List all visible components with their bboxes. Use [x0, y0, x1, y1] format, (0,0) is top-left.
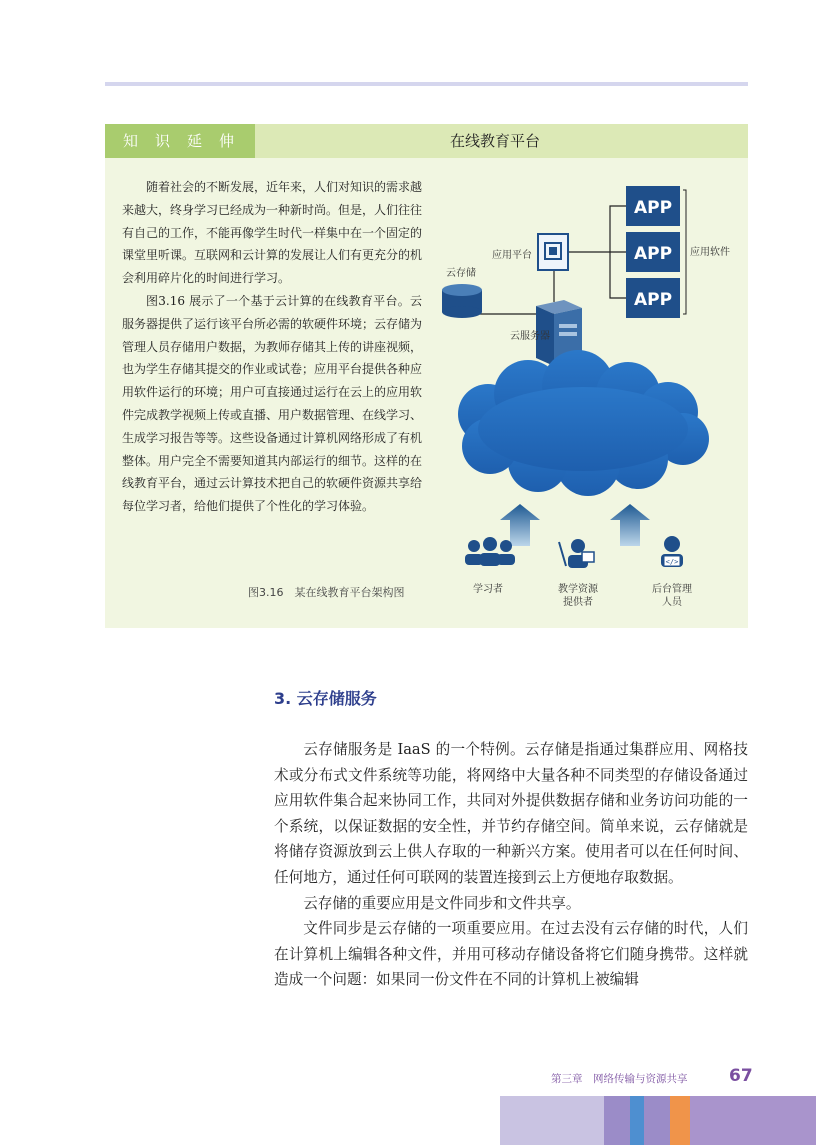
learner-label: 学习者 — [473, 584, 503, 595]
body-paragraph: 文件同步是云存储的一项重要应用。在过去没有云存储的时代，人们在计算机上编辑各种文件，并用可移动存储设备将它们随身携带。这样就造成一个问题：如果同一份文件在不同的计算机上被编辑 — [274, 920, 748, 989]
body-paragraph: 云存储的重要应用是文件同步和文件共享。 — [303, 894, 581, 912]
cloud-shape — [458, 350, 709, 496]
admin-label-line1: 后台管理 — [652, 584, 692, 595]
app-label: APP — [633, 290, 673, 310]
box-title: 在线教育平台 — [450, 132, 541, 150]
app-box — [626, 278, 680, 318]
architecture-diagram — [428, 174, 748, 614]
knowledge-extension-box — [105, 124, 748, 628]
teacher-icon — [559, 539, 594, 568]
up-arrow-icon — [500, 504, 540, 546]
section-title: 3. 云存储服务 — [274, 689, 377, 708]
up-arrow-icon — [610, 504, 650, 546]
svg-text:</>: </> — [665, 558, 679, 566]
cloud-server-label: 云服务器 — [510, 331, 550, 342]
teacher-label-line1: 教学资源 — [558, 584, 598, 595]
app-label: APP — [633, 244, 673, 264]
top-rule — [105, 82, 748, 86]
admin-icon — [661, 536, 683, 567]
teacher-label-line2: 提供者 — [563, 597, 593, 608]
admin-label-line2: 人员 — [662, 597, 682, 608]
box-paragraph: 图3.16 展示了一个基于云计算的在线教育平台。云服务器提供了运行该平台所必需的软硬件环境；云存储为管理人员存储用户数据，为教师存储其上传的讲座视频，也为学生存储其提交的作业或试卷；应用平台提供各种应用软件运行的环境；用户可直接通过运行在云上的应用软件完成教学视频上传或直播、用户数据管理、在线学习、生成学习报告等等。这些设备通过计算机网络形成了有机整体。用户完全不需要知道其内部运行的细节。这样的在线教育平台，通过云计算技术把自己的软硬件资源共享给每位学习者，给他们提供了个性化的学习体验。 — [122, 293, 423, 514]
app-box — [626, 186, 680, 226]
app-software-label: 应用软件 — [690, 247, 730, 258]
app-platform-icon — [538, 234, 568, 270]
app-box — [626, 232, 680, 272]
chapter-footer: 第三章 网络传输与资源共享 — [551, 1073, 688, 1085]
box-text — [122, 176, 422, 518]
box-header — [105, 124, 748, 158]
database-icon — [442, 284, 482, 318]
app-label: APP — [633, 198, 673, 218]
figure-caption: 图3.16 某在线教育平台架构图 — [248, 586, 405, 599]
page-number: 67 — [729, 1066, 753, 1086]
box-tag: 知识延伸 — [105, 124, 255, 158]
section-body — [274, 737, 748, 993]
bracket — [683, 190, 686, 314]
body-paragraph: 云存储服务是 IaaS 的一个特例。云存储是指通过集群应用、网格技术或分布式文件系统等功能，将网络中大量各种不同类型的存储设备通过应用软件集合起来协同工作，共同对外提供数据存储和业务访问功能的一个系统，以保证数据的安全性，并节约存储空间。简单来说，云存储就是将储存资源放到云上供人存取的一种新兴方案。使用者可以在任何时间、任何地方，通过任何可联网的装置连接到云上方便地存取数据。 — [274, 741, 748, 886]
box-paragraph: 随着社会的不断发展，近年来，人们对知识的需求越来越大，终身学习已经成为一种新时尚。但是，人们往往有自己的工作，不能再像学生时代一样集中在一个固定的课堂里听课。互联网和云计算的发展让人们有更充分的机会利用碎片化的时间进行学习。 — [122, 180, 423, 286]
app-platform-label: 应用平台 — [492, 250, 532, 261]
learner-icon — [465, 537, 515, 566]
cloud-storage-label: 云存储 — [446, 268, 476, 279]
